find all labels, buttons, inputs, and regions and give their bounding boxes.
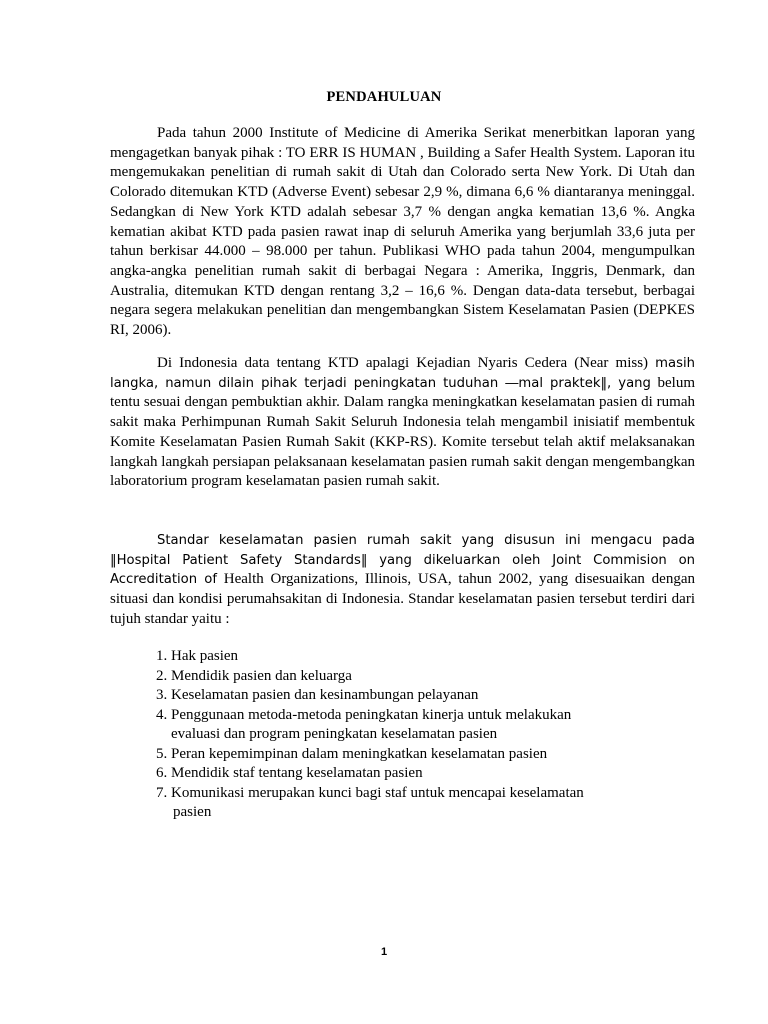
list-item-number: 6. [156, 765, 168, 781]
list-item-number: 2. [156, 667, 168, 684]
page-title: PENDAHULUAN [326, 89, 442, 105]
list-item-text: Mendidik pasien dan keluarga [171, 667, 352, 684]
paragraph-text: Di Indonesia data tentang KTD apalagi Kejadian Nyaris Cedera (Near miss) [157, 355, 656, 371]
page-number: 1 [380, 946, 388, 958]
paragraph-introduction [110, 124, 695, 341]
list-item-text: Keselamatan pasien dan kesinambungan pelayanan [171, 687, 479, 703]
list-item [156, 667, 676, 687]
list-item-number: 7. [156, 784, 168, 801]
list-item-continuation: pasien [173, 804, 212, 820]
paragraph-standards [110, 531, 695, 630]
list-item-text: Peran kepemimpinan dalam meningkatkan keselamatan pasien [171, 745, 548, 762]
list-item-number: 5. [156, 745, 168, 762]
list-item-number: 4. [156, 706, 168, 723]
paragraph-text: Pada tahun 2000 Institute of Medicine di Amerika Serikat menerbitkan laporan yang mengagetkan banyak pihak : TO ERR IS HUMAN , Building a Safer Health System. Laporan itu mengemukakan penelitian di rumah sakit di Utah dan Colorado serta New York. Di Utah dan Colorado ditemukan KTD (Adverse Event) sebesar 2,9 %, dimana 6,6 % diantaranya meninggal. Sedangkan di New York KTD adalah sebesar 3,7 % dengan angka kematian 13,6 %. Angka kematian akibat KTD pada pasien rawat inap di seluruh Amerika yang berjumlah 33,6 juta per tahun berkisar 44.000 – 98.000 per tahun. Publikasi WHO pada tahun 2004, mengumpulkan angka-angka penelitian rumah sakit di berbagai Negara : Amerika, Inggris, Denmark, dan Australia, ditemukan KTD dengan rentang 3,2 – 16,6 %. Dengan data-data tersebut, berbagai negara segera melakukan penelitian dan mengembangkan Sistem Keselamatan Pasien (DEPKES RI, 2006). [110, 125, 695, 339]
list-item-continuation: evaluasi dan program peningkatan keselamatan pasien [171, 726, 498, 742]
list-item [156, 784, 676, 823]
list-item-number: 1. [156, 648, 168, 664]
standards-list [156, 647, 676, 823]
paragraph-text-sans: masih langka, namun dilain pihak terjadi peningkatan tuduhan ―mal praktek‖, yang [110, 356, 695, 391]
paragraph-text: belum tentu sesuai dengan pembuktian akhir. Dalam rangka meningkatkan keselamatan pasien di rumah sakit maka Perhimpunan Rumah Sakit Seluruh Indonesia telah mengambil inisiatif membentuk Komite Keselamatan Pasien Rumah Sakit (KKP-RS). Komite tersebut telah aktif melaksanakan langkah langkah persiapan pelaksanaan keselamatan pasien rumah sakit dengan mengembangkan laboratorium program keselamatan pasien rumah sakit. [110, 374, 695, 490]
list-item [156, 647, 676, 667]
list-item-text: Penggunaan metoda-metoda peningkatan kinerja untuk melakukan [171, 706, 572, 723]
paragraph-text-sans: Standar keselamatan pasien rumah sakit yang disusun ini mengacu pada ‖Hospital Patient Safety Standards‖ yang dikeluarkan oleh Joint Commision on Accreditation of [110, 533, 695, 588]
paragraph-text: Health Organizations, Illinois, USA, tahun 2002, yang disesuaikan dengan situasi dan kondisi perumahsakitan di Indonesia. Standar keselamatan pasien tersebut terdiri dari tujuh standar yaitu : [110, 571, 695, 627]
list-item-number: 3. [156, 687, 168, 703]
list-item [156, 706, 676, 745]
list-item [156, 686, 676, 706]
list-item [156, 764, 676, 784]
paragraph-indonesia [110, 354, 695, 492]
list-item-text: Komunikasi merupakan kunci bagi staf untuk mencapai keselamatan [171, 784, 584, 801]
list-item-text: Mendidik staf tentang keselamatan pasien [171, 765, 423, 781]
list-item-text: Hak pasien [171, 648, 239, 664]
list-item [156, 745, 676, 765]
